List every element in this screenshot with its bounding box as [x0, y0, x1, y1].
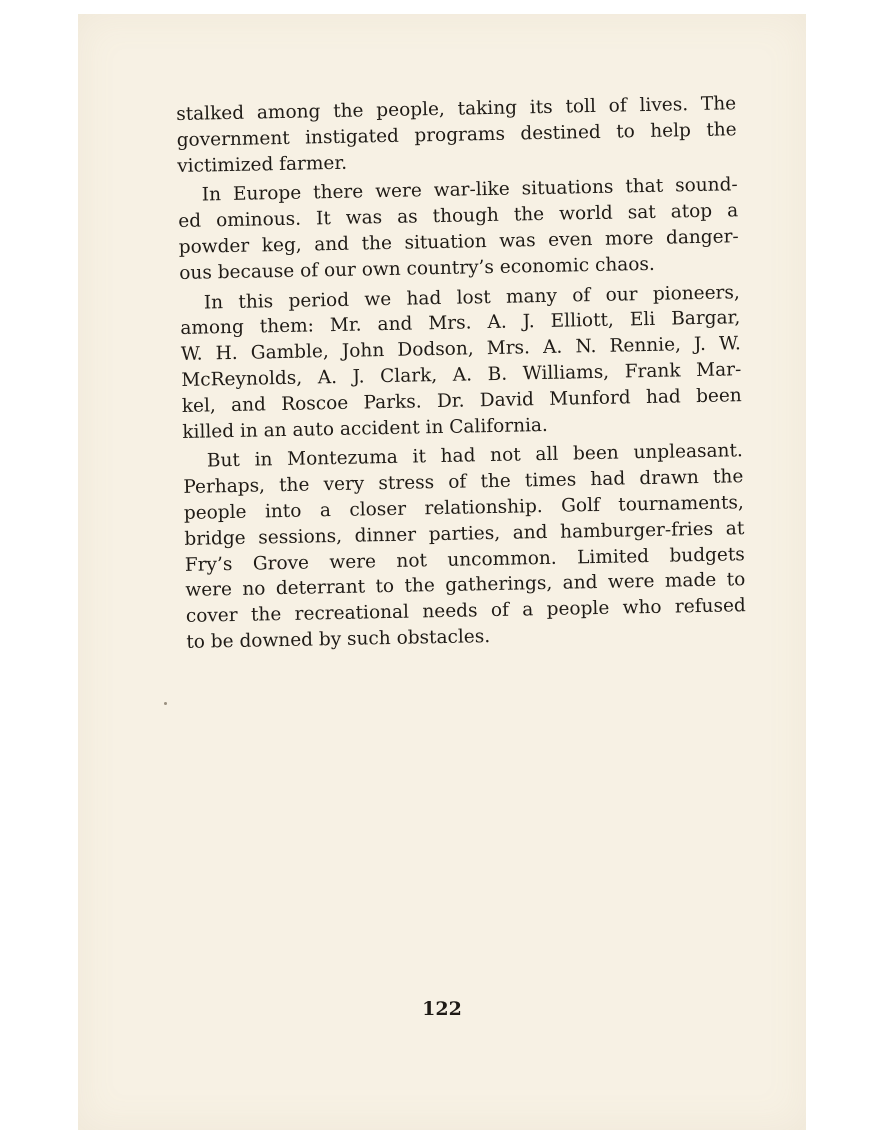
body-text [176, 91, 747, 655]
text-line: powder keg, and the situation was even more danger- [178, 226, 739, 258]
text-line: ed ominous. It was as though the world sat atop a [178, 200, 739, 233]
text-line: kel, and Roscoe Parks. Dr. David Munford had been [181, 384, 742, 417]
paragraph [183, 439, 747, 656]
book-page [78, 14, 806, 1130]
text-line: killed in an auto accident in California. [182, 414, 549, 443]
text-line: victimized farmer. [177, 152, 348, 177]
text-line: people into a closer relationship. Golf tournaments, [183, 492, 744, 524]
text-line: Perhaps, the very stress of the times had drawn the [183, 466, 744, 499]
text-line: In Europe there were war-like situations that sound- [201, 174, 738, 206]
text-line: But in Montezuma it had not all been unpleasant. [206, 440, 744, 472]
text-line: government instigated programs destined to help the [176, 119, 737, 151]
page-number: 122 [422, 998, 462, 1020]
text-line: among them: Mr. and Mrs. A. J. Elliott, Eli Bargar, [180, 307, 741, 340]
text-line: cover the recreational needs of a people who refused [185, 595, 746, 628]
text-line: In this period we had lost many of our pioneers, [203, 281, 740, 314]
paragraph [178, 173, 740, 287]
text-line: bridge sessions, dinner parties, and hamburger-fries at [184, 517, 745, 550]
paper-speck [164, 702, 167, 705]
text-line: to be downed by such obstacles. [186, 626, 491, 653]
paragraph [180, 280, 743, 446]
text-line: McReynolds, A. J. Clark, A. B. Williams, Frank Mar- [181, 359, 742, 391]
text-line: Fry’s Grove were not uncommon. Limited budgets [184, 543, 745, 576]
text-line: were no deterrant to the gatherings, and were made to [185, 569, 746, 602]
paragraph [176, 91, 737, 179]
text-line: ous because of our own country’s economic chaos. [179, 253, 655, 284]
text-line: W. H. Gamble, John Dodson, Mrs. A. N. Rennie, J. W. [180, 333, 741, 366]
text-line: stalked among the people, taking its toll of lives. The [176, 93, 737, 125]
